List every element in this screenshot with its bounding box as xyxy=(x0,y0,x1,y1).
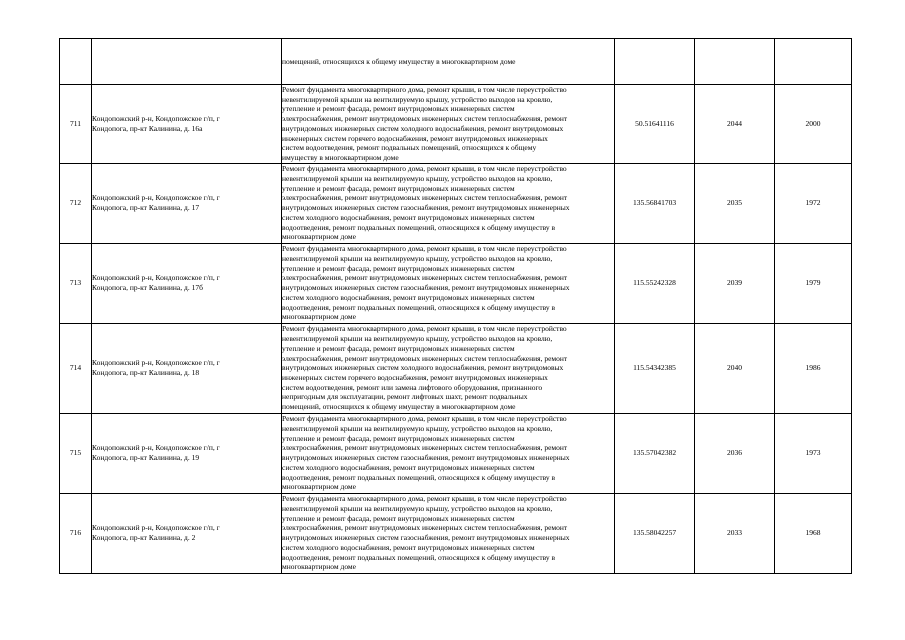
address-cell xyxy=(92,85,282,164)
works-line: систем холодного водоснабжения, ремонт внутридомовых инженерных систем xyxy=(282,212,535,222)
row-number-cell: 711 xyxy=(60,85,92,164)
works-line: систем водоотведения, ремонт или замена лифтового оборудования, признанного xyxy=(282,382,543,392)
works-line: утепление и ремонт фасада, ремонт внутридомовых инженерных систем xyxy=(282,263,515,273)
row-number-cell: 715 xyxy=(60,413,92,493)
year-built-cell: 1979 xyxy=(775,243,852,323)
year-built-cell: 2000 xyxy=(775,85,852,164)
table-row-fragment xyxy=(60,39,852,85)
works-line: невентилируемой крыши на вентилируемую крышу, устройство выходов на кровлю, xyxy=(282,94,553,104)
works-cell xyxy=(282,323,615,413)
works-line: Ремонт фундамента многоквартирного дома, ремонт крыши, в том числе переустройство xyxy=(282,494,567,504)
address-cell xyxy=(92,493,282,573)
cost-cell: 135.56841703 xyxy=(615,163,695,243)
cost-cell: 115.54342385 xyxy=(615,323,695,413)
works-line: помещений, относящихся к общему имуществу в многоквартирном доме xyxy=(282,56,516,66)
works-line: внутридомовых инженерных систем холодного водоснабжения, ремонт внутридомовых xyxy=(282,363,564,373)
works-line: Ремонт фундамента многоквартирного дома, ремонт крыши, в том числе переустройство xyxy=(282,164,567,174)
address-cell xyxy=(92,163,282,243)
works-line: внутридомовых инженерных систем холодного водоснабжения, ремонт внутридомовых xyxy=(282,123,564,133)
works-line: помещений, относящихся к общему имуществу в многоквартирном доме xyxy=(282,402,516,412)
works-line: электроснабжения, ремонт внутридомовых инженерных систем теплоснабжения, ремонт xyxy=(282,114,568,124)
works-cell xyxy=(282,85,615,164)
works-line: имуществу в многоквартирном доме xyxy=(282,152,399,162)
row-number-cell: 712 xyxy=(60,163,92,243)
works-line: непригодным для эксплуатации, ремонт лифтовых шахт, ремонт подвальных xyxy=(282,392,528,402)
row-number-cell: 716 xyxy=(60,493,92,573)
year-built-cell: 1968 xyxy=(775,493,852,573)
address-cell xyxy=(92,39,282,85)
works-line: невентилируемой крыши на вентилируемую крышу, устройство выходов на кровлю, xyxy=(282,174,553,184)
works-line: систем холодного водоснабжения, ремонт внутридомовых инженерных систем xyxy=(282,462,535,472)
works-line: электроснабжения, ремонт внутридомовых инженерных систем теплоснабжения, ремонт xyxy=(282,523,568,533)
works-line: систем холодного водоснабжения, ремонт внутридомовых инженерных систем xyxy=(282,292,535,302)
works-line: электроснабжения, ремонт внутридомовых инженерных систем теплоснабжения, ремонт xyxy=(282,443,568,453)
works-line: внутридомовых инженерных систем газоснабжения, ремонт внутридомовых инженерных xyxy=(282,533,570,543)
works-line: электроснабжения, ремонт внутридомовых инженерных систем теплоснабжения, ремонт xyxy=(282,273,568,283)
works-line: систем водоотведения, ремонт подвальных помещений, относящихся к общему xyxy=(282,143,537,153)
works-line: внутридомовых инженерных систем газоснабжения, ремонт внутридомовых инженерных xyxy=(282,453,570,463)
works-line: инженерных систем горячего водоснабжения, ремонт внутридомовых инженерных xyxy=(282,372,548,382)
works-line: многоквартирном доме xyxy=(282,232,356,242)
year-plan-cell: 2033 xyxy=(695,493,775,573)
works-line: невентилируемой крыши на вентилируемую крышу, устройство выходов на кровлю, xyxy=(282,254,553,264)
row-number-cell: 714 xyxy=(60,323,92,413)
address-line: Кондопога, пр-кт Калинина, д. 2 xyxy=(92,533,196,543)
works-line: водоотведения, ремонт подвальных помещений, относящихся к общему имуществу в xyxy=(282,552,556,562)
works-line: многоквартирном доме xyxy=(282,562,356,572)
works-line: Ремонт фундамента многоквартирного дома, ремонт крыши, в том числе переустройство xyxy=(282,414,567,424)
year-built-cell: 1973 xyxy=(775,413,852,493)
address-cell xyxy=(92,323,282,413)
works-cell xyxy=(282,413,615,493)
works-line: водоотведения, ремонт подвальных помещений, относящихся к общему имуществу в xyxy=(282,302,556,312)
table-row xyxy=(60,413,852,493)
works-line: электроснабжения, ремонт внутридомовых инженерных систем теплоснабжения, ремонт xyxy=(282,193,568,203)
year-plan-cell: 2044 xyxy=(695,85,775,164)
year-built-cell: 1972 xyxy=(775,163,852,243)
address-cell xyxy=(92,243,282,323)
cost-cell xyxy=(615,39,695,85)
address-line: Кондопога, пр-кт Калинина, д. 17 xyxy=(92,203,200,213)
works-line: невентилируемой крыши на вентилируемую крышу, устройство выходов на кровлю, xyxy=(282,504,553,514)
works-line: Ремонт фундамента многоквартирного дома, ремонт крыши, в том числе переустройство xyxy=(282,244,567,254)
works-cell xyxy=(282,493,615,573)
cost-cell: 135.58042257 xyxy=(615,493,695,573)
table-body xyxy=(60,39,852,574)
works-line: внутридомовых инженерных систем газоснабжения, ремонт внутридомовых инженерных xyxy=(282,283,570,293)
year-plan-cell: 2035 xyxy=(695,163,775,243)
cost-cell: 115.55242328 xyxy=(615,243,695,323)
works-line: систем холодного водоснабжения, ремонт внутридомовых инженерных систем xyxy=(282,542,535,552)
works-line: многоквартирном доме xyxy=(282,312,356,322)
table-row xyxy=(60,163,852,243)
address-line: Кондопожский р-н, Кондопожское г/п, г xyxy=(92,114,220,124)
address-line: Кондопожский р-н, Кондопожское г/п, г xyxy=(92,273,220,283)
address-line: Кондопога, пр-кт Калинина, д. 16а xyxy=(92,123,203,133)
address-line: Кондопога, пр-кт Калинина, д. 17б xyxy=(92,283,203,293)
works-line: водоотведения, ремонт подвальных помещений, относящихся к общему имуществу в xyxy=(282,472,556,482)
address-line: Кондопожский р-н, Кондопожское г/п, г xyxy=(92,523,220,533)
works-line: утепление и ремонт фасада, ремонт внутридомовых инженерных систем xyxy=(282,513,515,523)
year-plan-cell xyxy=(695,39,775,85)
address-line: Кондопожский р-н, Кондопожское г/п, г xyxy=(92,443,220,453)
works-line: утепление и ремонт фасада, ремонт внутридомовых инженерных систем xyxy=(282,104,515,114)
year-built-cell: 1986 xyxy=(775,323,852,413)
works-cell xyxy=(282,243,615,323)
table-row xyxy=(60,85,852,164)
row-number-cell xyxy=(60,39,92,85)
table-row xyxy=(60,493,852,573)
table-row xyxy=(60,323,852,413)
works-line: утепление и ремонт фасада, ремонт внутридомовых инженерных систем xyxy=(282,343,515,353)
year-built-cell xyxy=(775,39,852,85)
cost-cell: 135.57042382 xyxy=(615,413,695,493)
works-line: внутридомовых инженерных систем газоснабжения, ремонт внутридомовых инженерных xyxy=(282,203,570,213)
cost-cell: 50.51641116 xyxy=(615,85,695,164)
works-cell xyxy=(282,39,615,85)
address-line: Кондопога, пр-кт Калинина, д. 18 xyxy=(92,368,200,378)
works-line: утепление и ремонт фасада, ремонт внутридомовых инженерных систем xyxy=(282,433,515,443)
works-line: электроснабжения, ремонт внутридомовых инженерных систем теплоснабжения, ремонт xyxy=(282,353,568,363)
works-cell xyxy=(282,163,615,243)
works-line: невентилируемой крыши на вентилируемую крышу, устройство выходов на кровлю, xyxy=(282,424,553,434)
works-line: многоквартирном доме xyxy=(282,482,356,492)
address-cell xyxy=(92,413,282,493)
address-line: Кондопога, пр-кт Калинина, д. 19 xyxy=(92,453,200,463)
year-plan-cell: 2040 xyxy=(695,323,775,413)
row-number-cell: 713 xyxy=(60,243,92,323)
works-line: невентилируемой крыши на вентилируемую крышу, устройство выходов на кровлю, xyxy=(282,334,553,344)
year-plan-cell: 2036 xyxy=(695,413,775,493)
works-line: инженерных систем горячего водоснабжения, ремонт внутридомовых инженерных xyxy=(282,133,548,143)
works-line: Ремонт фундамента многоквартирного дома, ремонт крыши, в том числе переустройство xyxy=(282,85,567,94)
year-plan-cell: 2039 xyxy=(695,243,775,323)
address-line: Кондопожский р-н, Кондопожское г/п, г xyxy=(92,358,220,368)
works-table xyxy=(59,38,852,574)
table-row xyxy=(60,243,852,323)
works-line: утепление и ремонт фасада, ремонт внутридомовых инженерных систем xyxy=(282,183,515,193)
works-line: водоотведения, ремонт подвальных помещений, относящихся к общему имуществу в xyxy=(282,222,556,232)
address-line: Кондопожский р-н, Кондопожское г/п, г xyxy=(92,193,220,203)
works-line: Ремонт фундамента многоквартирного дома, ремонт крыши, в том числе переустройство xyxy=(282,324,567,334)
